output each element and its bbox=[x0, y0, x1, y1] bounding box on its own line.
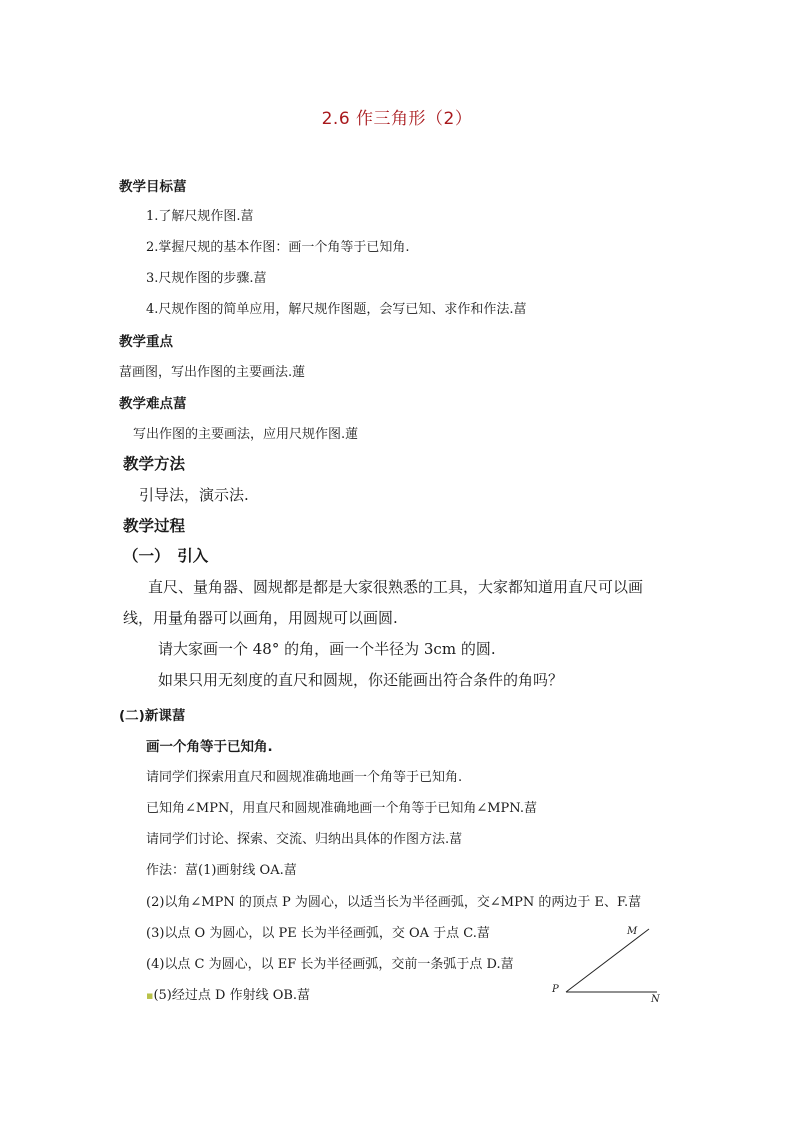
goals-heading: 教学目标葍 bbox=[119, 179, 187, 195]
new-line-2: 已知角∠MPN，用直尺和圆规准确地画一个角等于已知角∠MPN.葍 bbox=[146, 801, 537, 816]
step-5-row bbox=[146, 987, 310, 1005]
new-heading: (二)新课葍 bbox=[119, 708, 186, 724]
intro-line-4: 如果只用无刻度的直尺和圆规，你还能画出符合条件的角吗？ bbox=[158, 671, 564, 689]
step-3: (3)以点 O 为圆心，以 PE 长为半径画弧，交 OA 于点 C.葍 bbox=[146, 926, 490, 941]
new-subheading: 画一个角等于已知角. bbox=[146, 739, 273, 755]
ray-pm bbox=[566, 929, 649, 992]
intro-heading: （一） 引入 bbox=[123, 547, 209, 565]
goal-item-3: 3.尺规作图的步骤.葍 bbox=[146, 271, 267, 286]
intro-line-1: 直尺、量角器、圆规都是都是大家很熟悉的工具，大家都知道用直尺可以画 bbox=[148, 578, 644, 596]
difficult-heading: 教学难点葍 bbox=[119, 396, 187, 412]
intro-line-3: 请大家画一个 48° 的角，画一个半径为 3cm 的圆. bbox=[158, 640, 496, 658]
method-text: 引导法，演示法. bbox=[139, 486, 249, 504]
key-text: 葍画图，写出作图的主要画法.蓮 bbox=[119, 365, 306, 380]
new-line-3: 请同学们讨论、探索、交流、归纳出具体的作图方法.葍 bbox=[146, 832, 463, 847]
difficult-text: 写出作图的主要画法，应用尺规作图.蓮 bbox=[133, 427, 359, 442]
label-n: N bbox=[651, 994, 660, 1005]
method-heading: 教学方法 bbox=[123, 455, 186, 473]
goal-item-2: 2.掌握尺规的基本作图：画一个角等于已知角. bbox=[146, 240, 410, 255]
step-5: (5)经过点 D 作射线 OB.葍 bbox=[153, 988, 311, 1003]
label-m: M bbox=[627, 926, 638, 937]
step-1: 作法：葍(1)画射线 OA.葍 bbox=[146, 863, 297, 878]
new-line-1: 请同学们探索用直尺和圆规准确地画一个角等于已知角. bbox=[146, 770, 463, 785]
goal-item-4: 4.尺规作图的简单应用，解尺规作图题，会写已知、求作和作法.葍 bbox=[146, 302, 527, 317]
intro-line-2: 线，用量角器可以画角，用圆规可以画圆. bbox=[123, 609, 398, 627]
goal-item-1: 1.了解尺规作图.葍 bbox=[146, 209, 254, 224]
step-2: (2)以角∠MPN 的顶点 P 为圆心，以适当长为半径画弧，交∠MPN 的两边于 E、F.葍 bbox=[146, 895, 642, 910]
step-4: (4)以点 C 为圆心，以 EF 长为半径画弧，交前一条弧于点 D.葍 bbox=[146, 957, 514, 972]
bullet-mark: ▪ bbox=[146, 989, 154, 1002]
label-p: P bbox=[552, 984, 559, 995]
key-heading: 教学重点 bbox=[119, 334, 173, 350]
process-heading: 教学过程 bbox=[123, 517, 186, 535]
page-title: 2.6 作三角形（2） bbox=[321, 109, 473, 129]
angle-mpn-figure bbox=[545, 920, 670, 1010]
